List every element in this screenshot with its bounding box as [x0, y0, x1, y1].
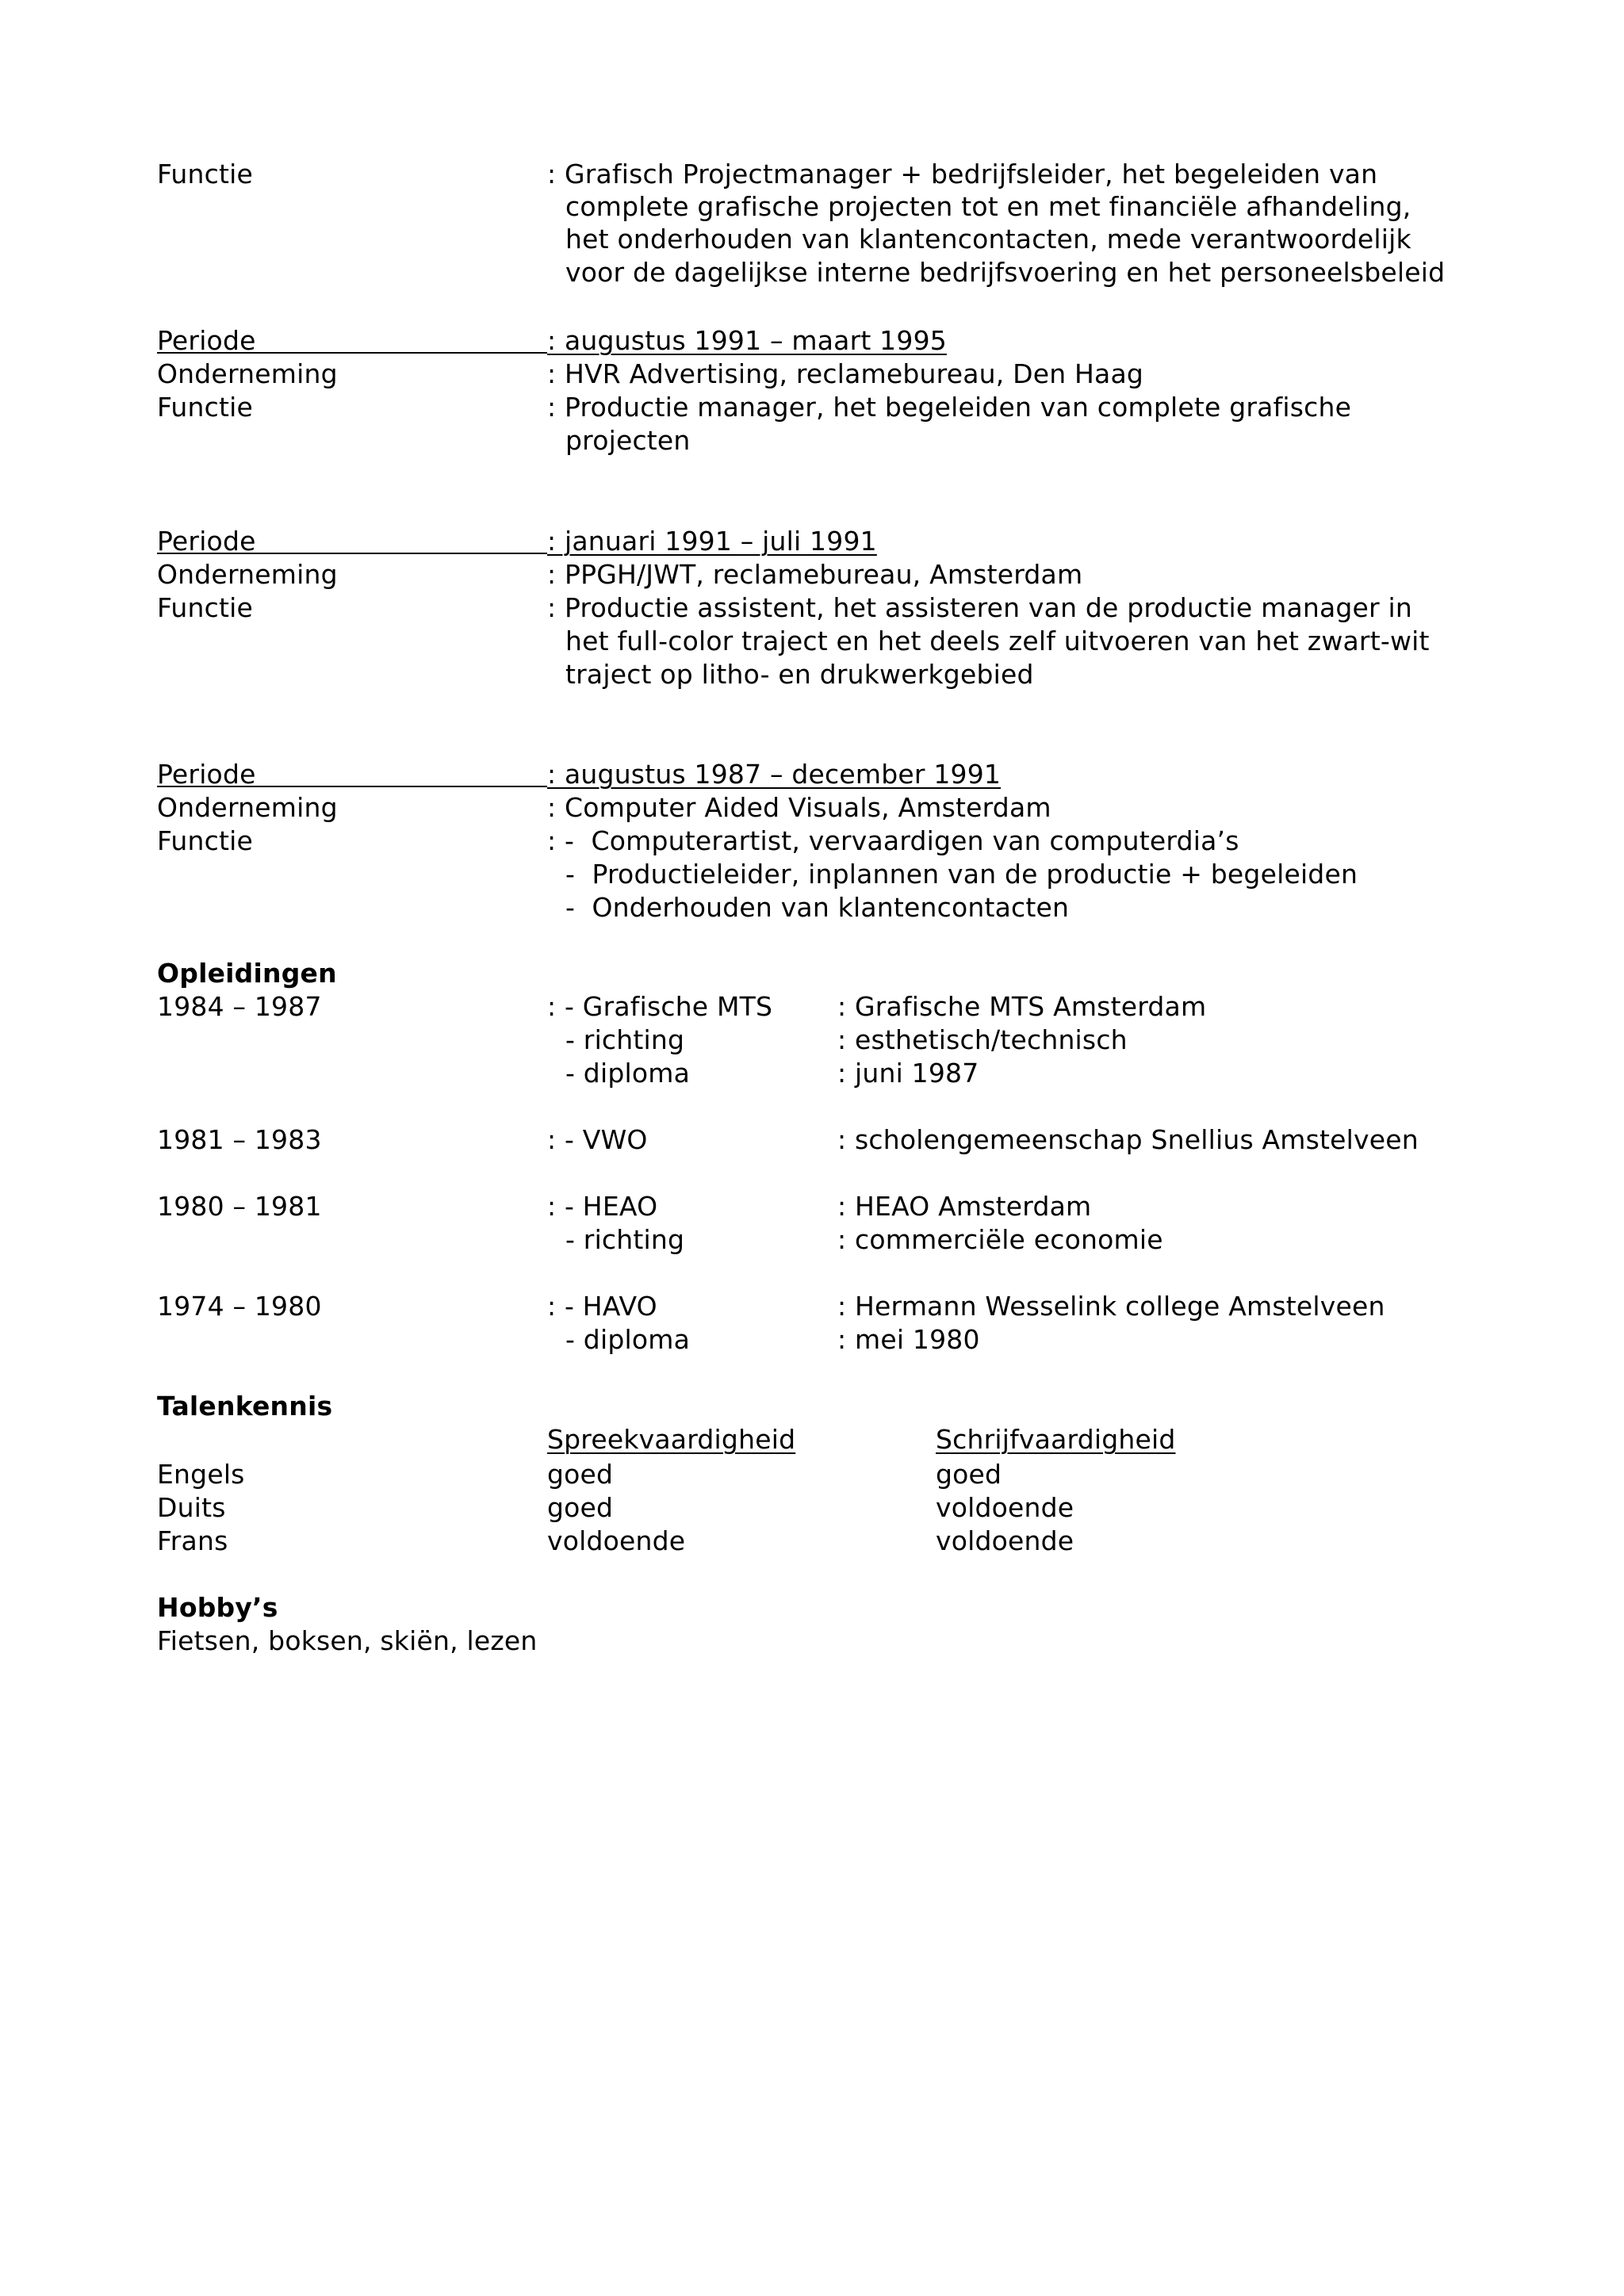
opleiding-key: : - Grafische MTS — [547, 991, 773, 1022]
opleiding-value: : Grafische MTS Amsterdam — [837, 991, 1207, 1022]
taal-schrijf: voldoende — [936, 1492, 1074, 1523]
taal-spreek: goed — [547, 1459, 614, 1490]
onderneming-label: Onderneming — [157, 559, 338, 590]
functie-line: - Productieleider, inplannen van de productie + begeleiden — [565, 859, 1358, 890]
periode-label: Periode — [157, 759, 256, 790]
functie-line: het onderhouden van klantencontacten, mede verantwoordelijk — [565, 224, 1411, 254]
opleiding-key: : - HEAO — [547, 1191, 658, 1222]
opleidingen-heading: Opleidingen — [157, 958, 337, 989]
taal-spreek: voldoende — [547, 1525, 686, 1556]
opleiding-value: : scholengemeenschap Snellius Amstelveen — [837, 1124, 1419, 1155]
talenkennis-heading: Talenkennis — [157, 1391, 333, 1422]
functie-label: Functie — [157, 592, 253, 623]
functie-line: - Onderhouden van klantencontacten — [565, 892, 1070, 923]
opleiding-value: : juni 1987 — [837, 1058, 979, 1089]
hobbys-heading: Hobby’s — [157, 1592, 278, 1623]
opleiding-key: - diploma — [565, 1058, 690, 1089]
periode-value: : augustus 1987 – december 1991 — [547, 759, 1002, 790]
functie-line: traject op litho- en drukwerkgebied — [565, 659, 1034, 690]
opleiding-years: 1980 – 1981 — [157, 1191, 322, 1222]
opleiding-years: 1974 – 1980 — [157, 1291, 322, 1322]
taal-name: Frans — [157, 1525, 228, 1556]
opleiding-value: : commerciële economie — [837, 1224, 1163, 1255]
spreekvaardigheid-header: Spreekvaardigheid — [547, 1424, 796, 1455]
functie-line: het full-color traject en het deels zelf uitvoeren van het zwart-wit — [565, 626, 1430, 656]
functie-label: Functie — [157, 159, 253, 189]
opleiding-years: 1984 – 1987 — [157, 991, 322, 1022]
opleiding-value: : esthetisch/technisch — [837, 1024, 1128, 1055]
opleiding-key: - richting — [565, 1024, 685, 1055]
taal-spreek: goed — [547, 1492, 614, 1523]
functie-line: voor de dagelijkse interne bedrijfsvoering en het personeelsbeleid — [565, 257, 1446, 288]
opleiding-key: - richting — [565, 1224, 685, 1255]
hobbys-text: Fietsen, boksen, skiën, lezen — [157, 1625, 538, 1656]
functie-line: : - Computerartist, vervaardigen van computerdia’s — [547, 825, 1239, 856]
taal-schrijf: goed — [936, 1459, 1002, 1490]
functie-line: : Grafisch Projectmanager + bedrijfsleider, het begeleiden van — [547, 159, 1378, 189]
opleiding-key: : - HAVO — [547, 1291, 657, 1322]
opleiding-key: - diploma — [565, 1324, 690, 1355]
taal-name: Engels — [157, 1459, 245, 1490]
periode-value: : januari 1991 – juli 1991 — [547, 526, 877, 557]
onderneming-value: : PPGH/JWT, reclamebureau, Amsterdam — [547, 559, 1083, 590]
functie-label: Functie — [157, 392, 253, 423]
schrijfvaardigheid-header: Schrijfvaardigheid — [936, 1424, 1176, 1455]
onderneming-label: Onderneming — [157, 358, 338, 389]
opleiding-years: 1981 – 1983 — [157, 1124, 322, 1155]
opleiding-value: : Hermann Wesselink college Amstelveen — [837, 1291, 1385, 1322]
functie-line: projecten — [565, 425, 691, 456]
functie-line: : Productie assistent, het assisteren van de productie manager in — [547, 592, 1412, 623]
periode-label: Periode — [157, 325, 256, 356]
functie-label: Functie — [157, 825, 253, 856]
opleiding-key: : - VWO — [547, 1124, 648, 1155]
onderneming-value: : HVR Advertising, reclamebureau, Den Haag — [547, 358, 1144, 389]
opleiding-value: : HEAO Amsterdam — [837, 1191, 1092, 1222]
periode-label: Periode — [157, 526, 256, 557]
onderneming-value: : Computer Aided Visuals, Amsterdam — [547, 792, 1051, 823]
periode-value: : augustus 1991 – maart 1995 — [547, 325, 947, 356]
onderneming-label: Onderneming — [157, 792, 338, 823]
functie-line: : Productie manager, het begeleiden van complete grafische — [547, 392, 1352, 423]
taal-schrijf: voldoende — [936, 1525, 1074, 1556]
taal-name: Duits — [157, 1492, 226, 1523]
opleiding-value: : mei 1980 — [837, 1324, 980, 1355]
functie-line: complete grafische projecten tot en met financiële afhandeling, — [565, 191, 1411, 222]
